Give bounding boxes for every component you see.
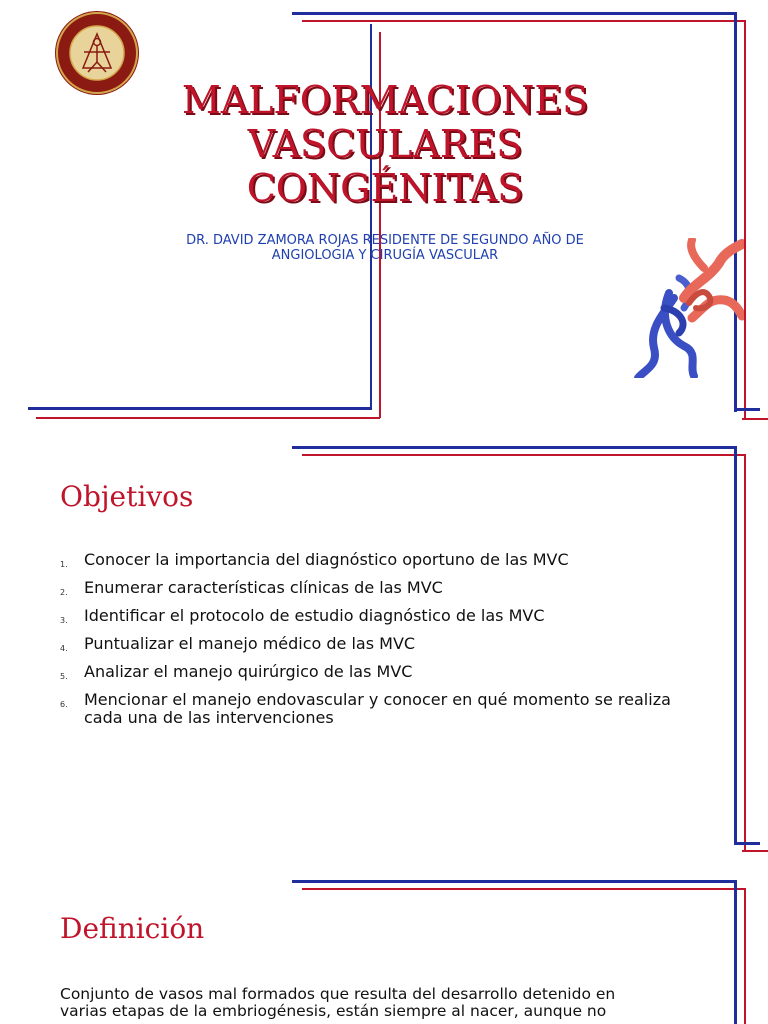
frame-line-right-red xyxy=(744,454,746,852)
vascular-malformation-illustration xyxy=(634,238,744,378)
list-item xyxy=(60,551,700,569)
objectives-list xyxy=(60,551,700,737)
list-number: 2. xyxy=(60,588,68,597)
frame-line-top-red xyxy=(302,20,746,22)
frame-line-right-tick-red xyxy=(742,418,768,420)
list-text: Enumerar características clínicas de las MVC xyxy=(84,578,443,597)
list-text: Identificar el protocolo de estudio diagnóstico de las MVC xyxy=(84,606,545,625)
subtitle-line: DR. DAVID ZAMORA ROJAS RESIDENTE DE SEGUNDO AÑO DE xyxy=(186,233,584,248)
frame-line-top-blue xyxy=(292,446,736,449)
title-line: VASCULARES xyxy=(247,122,523,166)
title-line: MALFORMACIONES xyxy=(181,78,589,122)
list-number: 1. xyxy=(60,560,68,569)
slide-heading: Definición xyxy=(60,912,205,945)
slide-title xyxy=(0,0,768,428)
list-number: 5. xyxy=(60,672,68,681)
definition-paragraph xyxy=(60,986,720,1020)
frame-line-top-blue xyxy=(292,12,736,15)
list-number: 6. xyxy=(60,700,68,709)
frame-line-right-blue xyxy=(734,446,737,844)
list-number: 4. xyxy=(60,644,68,653)
frame-line-top-blue xyxy=(292,880,736,883)
paragraph-line: varias etapas de la embriogénesis, están siempre al nacer, aunque no xyxy=(60,1002,607,1020)
list-text: Mencionar el manejo endovascular y conocer en qué momento se realiza cada una de las intervenciones xyxy=(84,690,671,727)
frame-line-right-red xyxy=(744,20,746,420)
frame-line-top-red xyxy=(302,454,746,456)
subtitle-line: ANGIOLOGIA Y CIRUGÍA VASCULAR xyxy=(271,248,499,263)
list-number: 3. xyxy=(60,616,68,625)
slide-subtitle xyxy=(120,233,650,263)
title-line: CONGÉNITAS xyxy=(246,166,524,210)
frame-line-top-red xyxy=(302,888,746,890)
list-text: Puntualizar el manejo médico de las MVC xyxy=(84,634,416,653)
list-item xyxy=(60,635,700,653)
list-item xyxy=(60,579,700,597)
frame-line-bottom-red xyxy=(36,417,380,419)
frame-line-right-tick-red xyxy=(742,850,768,852)
list-text: Analizar el manejo quirúrgico de las MVC xyxy=(84,662,413,681)
list-text: Conocer la importancia del diagnóstico oportuno de las MVC xyxy=(84,550,569,569)
frame-line-right-red xyxy=(744,888,746,1024)
slide-title-text xyxy=(120,78,650,210)
frame-line-bottom-blue xyxy=(28,407,372,410)
list-item xyxy=(60,691,700,727)
list-item xyxy=(60,607,700,625)
frame-line-right-blue xyxy=(734,880,737,1024)
list-item xyxy=(60,663,700,681)
frame-line-right-tick-blue xyxy=(734,408,760,411)
slide-objetivos xyxy=(0,438,768,862)
slide-definicion xyxy=(0,872,768,1024)
frame-line-right-tick-blue xyxy=(734,842,760,845)
slide-heading: Objetivos xyxy=(60,480,194,513)
paragraph-line: Conjunto de vasos mal formados que resulta del desarrollo detenido en xyxy=(60,985,616,1003)
